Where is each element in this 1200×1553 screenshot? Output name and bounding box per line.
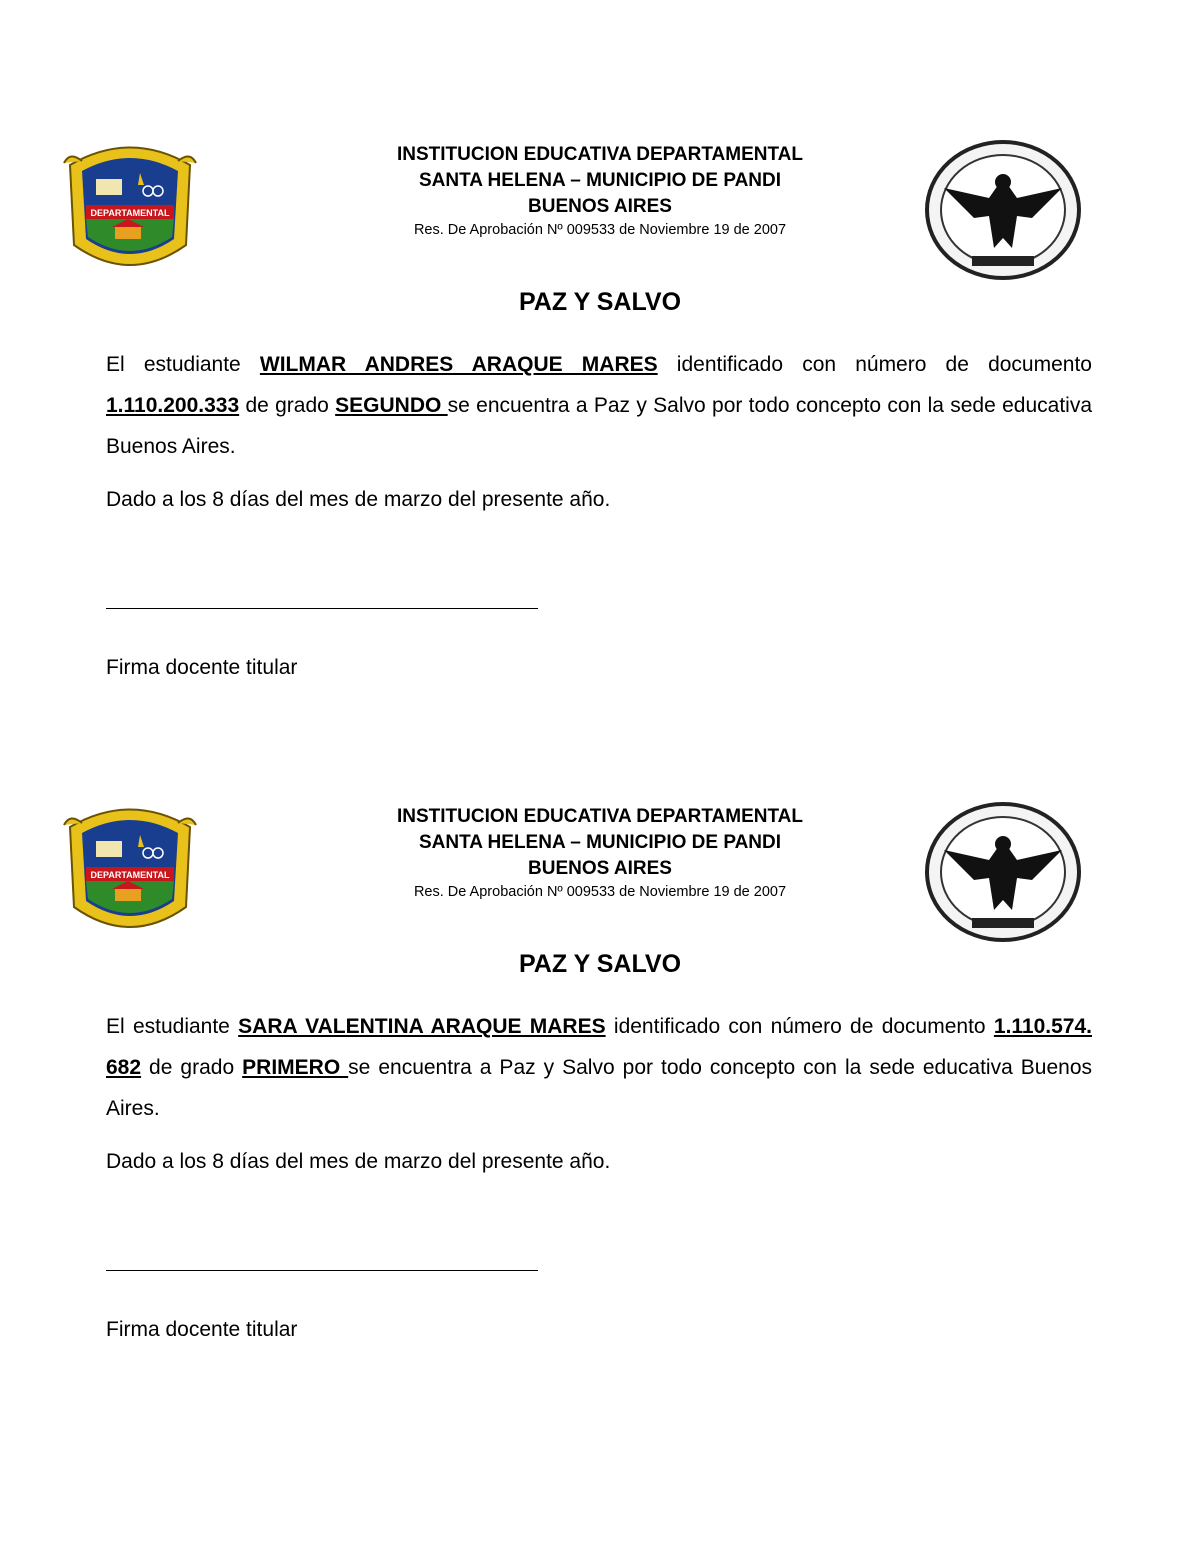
document-number: 1.110.200.333 bbox=[106, 394, 240, 417]
signature-label: Firma docente titular bbox=[106, 656, 298, 679]
eagle-seal-logo-icon bbox=[922, 138, 1084, 283]
institution-header bbox=[300, 142, 900, 240]
grade-prefix: de grado bbox=[141, 1056, 243, 1079]
institution-header bbox=[300, 804, 900, 902]
certificate-body bbox=[106, 344, 1092, 467]
institution-location: SANTA HELENA – MUNICIPIO DE PANDI bbox=[418, 170, 782, 191]
institution-site: BUENOS AIRES bbox=[528, 196, 672, 217]
resolution-text: Res. De Aprobación Nº 009533 de Noviembre 19 de 2007 bbox=[413, 884, 787, 900]
institution-name: INSTITUCION EDUCATIVA DEPARTAMENTAL bbox=[396, 806, 803, 827]
certificate-1 bbox=[0, 130, 1200, 770]
grade-prefix: de grado bbox=[239, 394, 336, 417]
mid-text: identificado con número de documento bbox=[605, 1015, 994, 1038]
student-name: SARA VALENTINA ARAQUE MARES bbox=[238, 1015, 606, 1038]
signature-line bbox=[106, 608, 538, 609]
mid-text: identificado con número de documento bbox=[657, 353, 1092, 376]
certificate-header bbox=[0, 130, 1200, 290]
certificate-header bbox=[0, 792, 1200, 952]
signature-line bbox=[106, 1270, 538, 1271]
signature-label: Firma docente titular bbox=[106, 1318, 298, 1341]
eagle-seal-logo-icon bbox=[922, 800, 1084, 945]
student-name: WILMAR ANDRES ARAQUE MARES bbox=[259, 353, 658, 376]
date-line: Dado a los 8 días del mes de marzo del presente año. bbox=[106, 1150, 611, 1173]
tail-text: se encuentra a Paz y Salvo por todo concepto con la sede educativa Buenos Aires. bbox=[106, 1056, 1093, 1120]
intro-text: El estudiante bbox=[106, 353, 260, 376]
tail-text: se encuentra a Paz y Salvo por todo concepto con la sede educativa Buenos Aires. bbox=[106, 394, 1092, 458]
svg-text:DEPARTAMENTAL: DEPARTAMENTAL bbox=[90, 870, 170, 880]
svg-text:DEPARTAMENTAL: DEPARTAMENTAL bbox=[90, 208, 170, 218]
certificate-body bbox=[106, 1006, 1092, 1129]
intro-text: El estudiante bbox=[106, 1015, 239, 1038]
grade-name: SEGUNDO bbox=[335, 394, 448, 417]
institution-location: SANTA HELENA – MUNICIPIO DE PANDI bbox=[418, 832, 782, 853]
document-number: 1.110.574. 682 bbox=[106, 1015, 1092, 1079]
date-line: Dado a los 8 días del mes de marzo del presente año. bbox=[106, 488, 611, 511]
resolution-text: Res. De Aprobación Nº 009533 de Noviembre 19 de 2007 bbox=[413, 222, 787, 238]
certificate-title: PAZ Y SALVO bbox=[518, 288, 682, 316]
institution-name: INSTITUCION EDUCATIVA DEPARTAMENTAL bbox=[396, 144, 803, 165]
grade-name: PRIMERO bbox=[242, 1056, 349, 1079]
school-shield-logo-icon bbox=[60, 797, 200, 945]
school-shield-logo-icon bbox=[60, 135, 200, 283]
certificate-title: PAZ Y SALVO bbox=[518, 950, 682, 978]
institution-site: BUENOS AIRES bbox=[528, 858, 672, 879]
certificate-2 bbox=[0, 792, 1200, 1432]
